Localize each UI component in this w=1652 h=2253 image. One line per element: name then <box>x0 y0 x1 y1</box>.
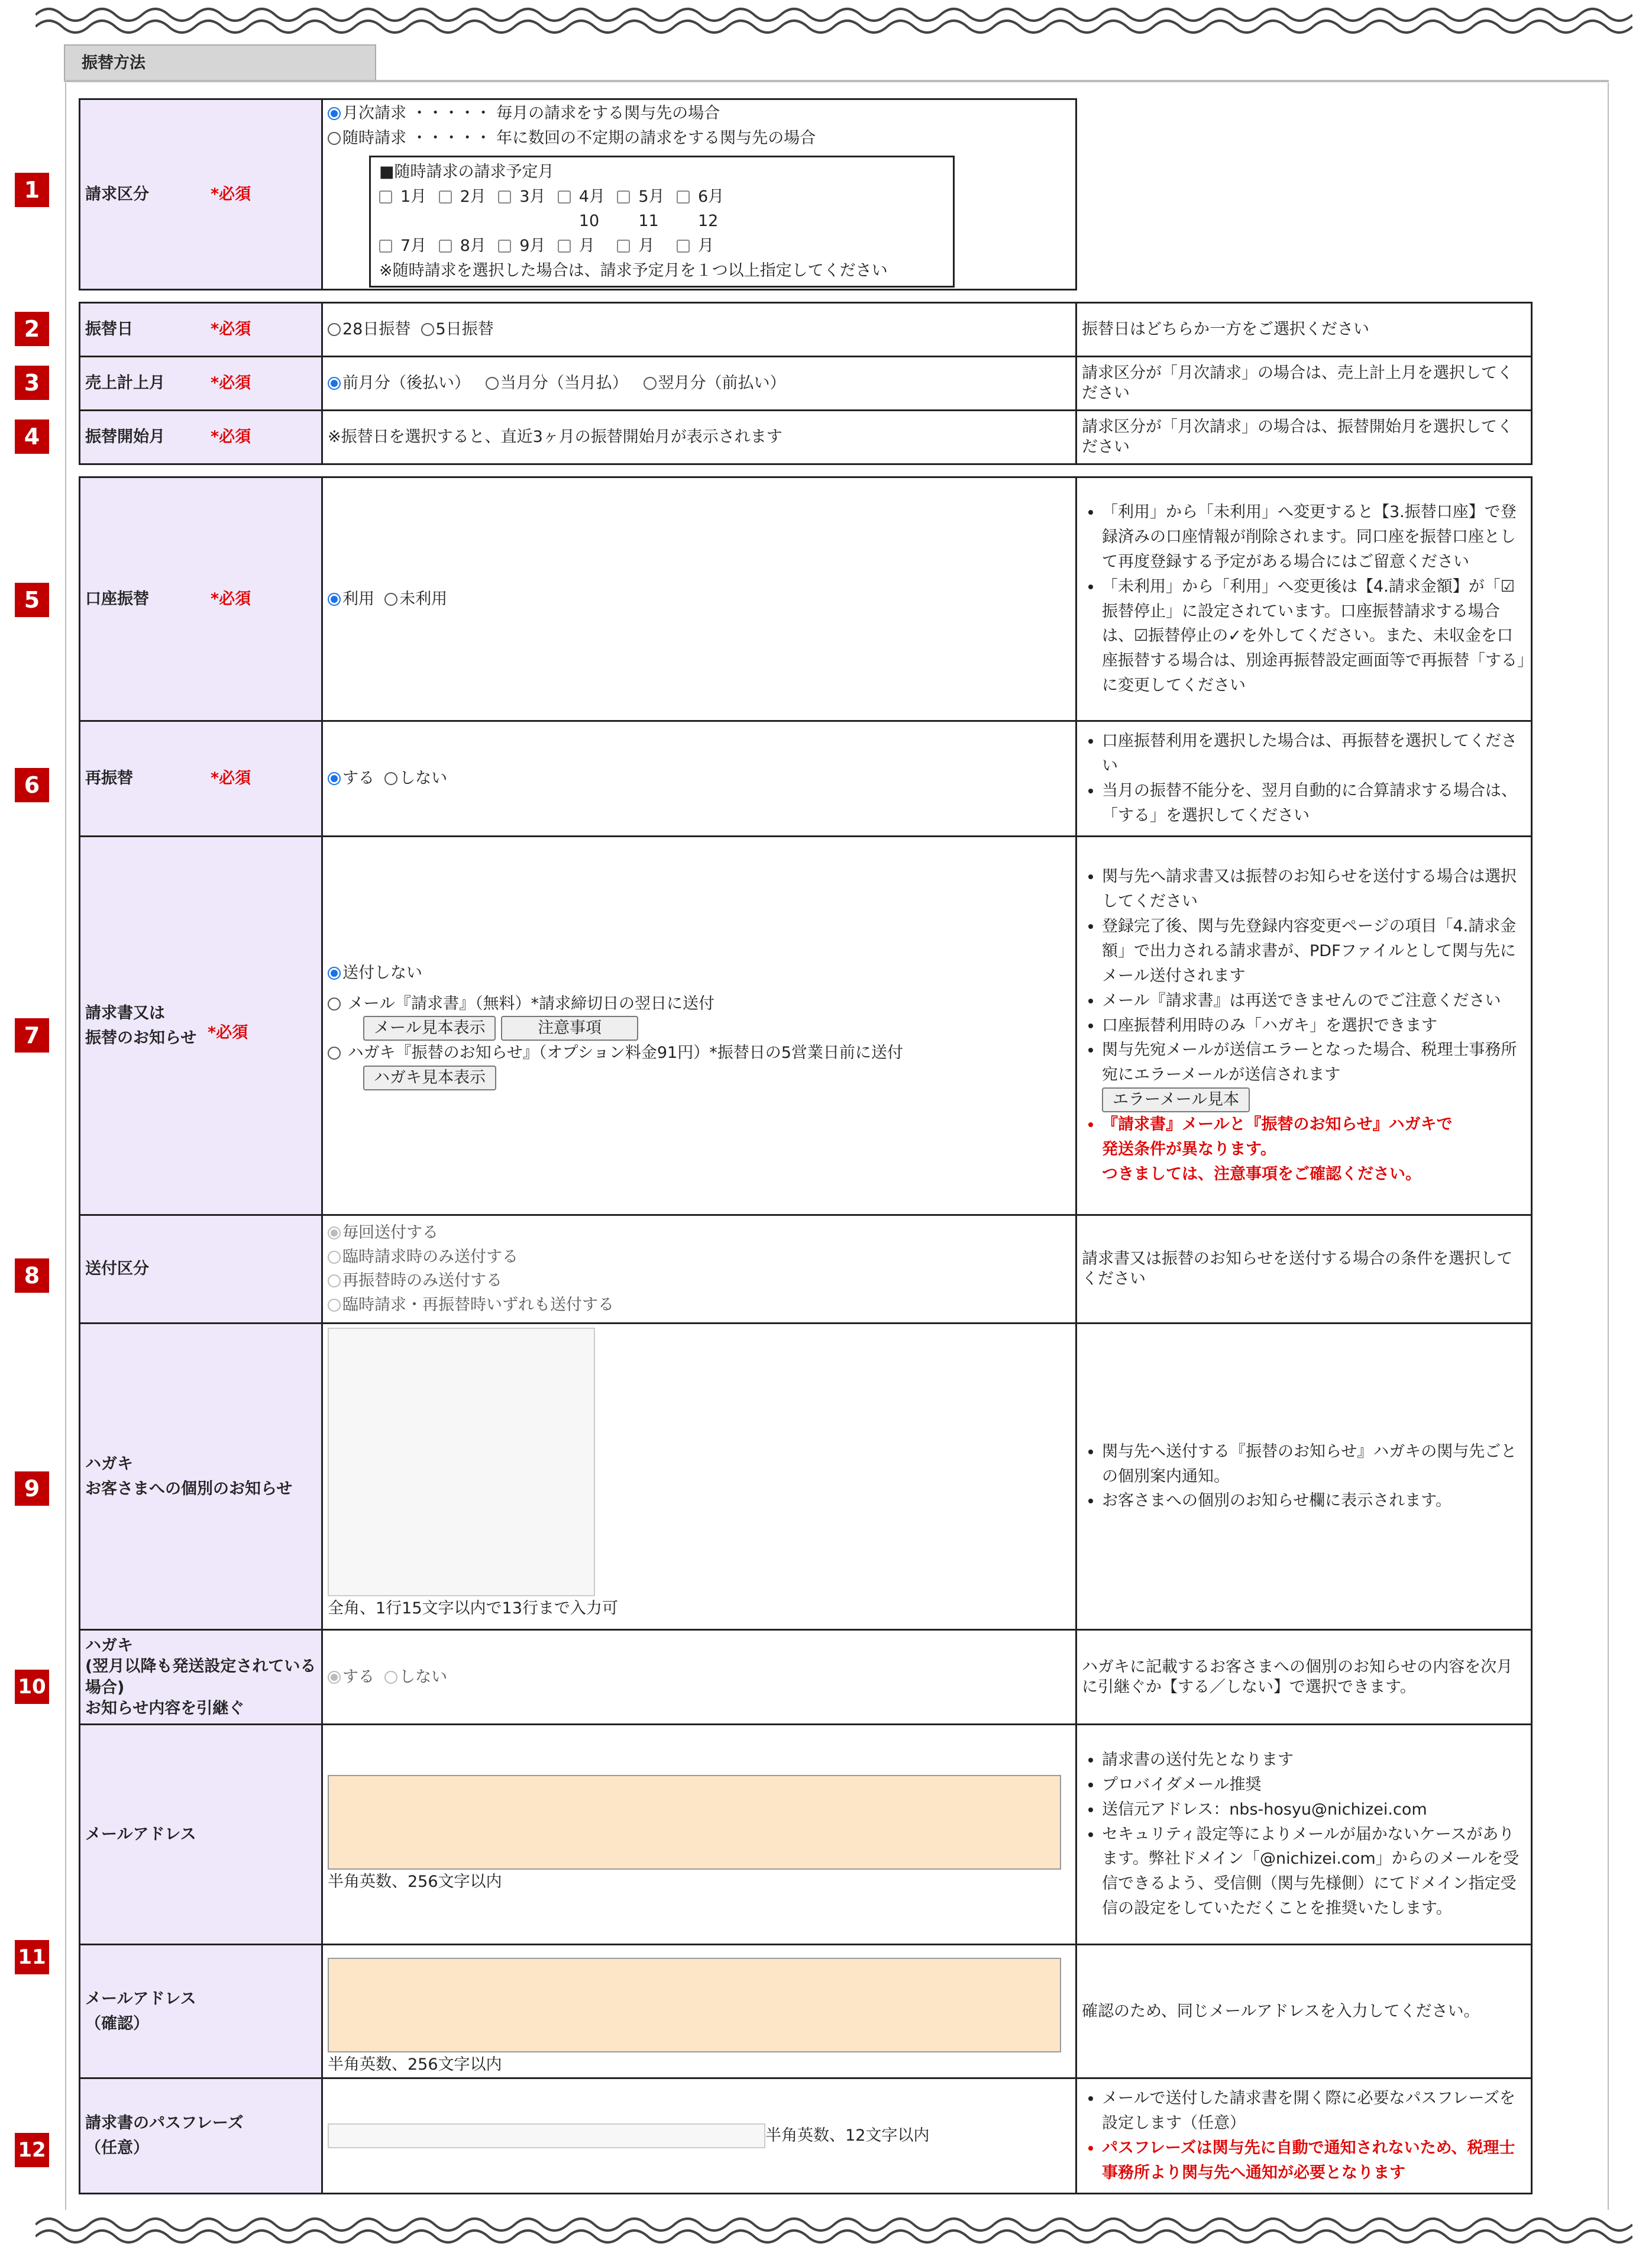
sales-month-label: 売上計上月 *必須 <box>80 357 322 411</box>
postcard-sample-button[interactable]: ハガキ見本表示 <box>363 1066 496 1090</box>
radio-5th[interactable]: 5日振替 <box>421 320 494 338</box>
checkbox-month-11[interactable]: 11月 <box>617 237 671 255</box>
checkbox-month-7[interactable]: 7月 <box>379 237 434 255</box>
checkbox-month-3[interactable]: 3月 <box>498 188 552 206</box>
row-number-10: 10 <box>15 1670 49 1704</box>
send-condition-note: 請求書又は振替のお知らせを送付する場合の条件を選択してください <box>1076 1215 1532 1324</box>
email-confirm-input[interactable] <box>328 1958 1061 2052</box>
radio-next-month[interactable]: 翌月分（前払い） <box>644 374 786 392</box>
left-border-line <box>65 83 66 2210</box>
row-number-1: 1 <box>15 173 49 207</box>
transfer-date-note: 振替日はどちらか一方をご選択ください <box>1076 303 1532 357</box>
invoice-notice-notes: • 関与先へ請求書又は振替のお知らせを送付する場合は選択してください • 登録完了後、関与先登録内容変更ページの項目「4.請求金額」で出力される請求書が、PDFファイルとして関与先にメール送付されます • メール『請求書』は再送できませんのでご注意ください • 口座振替利用時のみ「ハガキ」を選択できます • 関与先宛メールが送信エラーとなった場合、税理士事務所宛にエラーメールが送信されます エラーメール見本 • 『請求書』メールと『振替のお知らせ』ハガキで 発送条件が異なります。 つきましては、注意事項をご確認ください。 <box>1076 837 1532 1215</box>
checkbox-month-5[interactable]: 5月 <box>617 188 671 206</box>
checkbox-month-12[interactable]: 12月 <box>677 237 731 255</box>
transfer-date-label: 振替日 *必須 <box>80 303 322 357</box>
checkbox-month-1[interactable]: 1月 <box>379 188 434 206</box>
transfer-date-table <box>79 302 1533 465</box>
bottom-wave-edge <box>35 2210 1632 2251</box>
radio-send-retransfer[interactable]: 再振替時のみ送付する <box>328 1269 1071 1293</box>
radio-28th[interactable]: 28日振替 <box>328 320 410 338</box>
passphrase-label: 請求書のパスフレーズ （任意） <box>80 2078 322 2194</box>
carry-over-note: ハガキに記載するお客さまへの個別のお知らせの内容を次月に引継ぐか【する／しない】で選択できます。 <box>1076 1630 1532 1725</box>
section-title: 振替方法 <box>64 44 376 80</box>
row-number-3: 3 <box>15 366 49 400</box>
passphrase-notes: • メールで送付した請求書を開く際に必要なパスフレーズを設定します（任意） • パスフレーズは関与先に自動で通知されないため、税理士事務所より関与先へ通知が必要となります <box>1076 2078 1532 2194</box>
postcard-message-label: ハガキ お客さまへの個別のお知らせ <box>80 1324 322 1630</box>
radio-send-adhoc[interactable]: 臨時請求時のみ送付する <box>328 1245 1071 1270</box>
row-number-9: 9 <box>15 1471 49 1506</box>
email-input[interactable] <box>328 1775 1061 1870</box>
row-number-5: 5 <box>15 583 49 617</box>
radio-previous-month[interactable]: 前月分（後払い） <box>328 374 470 392</box>
radio-retransfer-yes[interactable]: する <box>328 769 374 787</box>
radio-send-every-time[interactable]: 毎回送付する <box>328 1221 1071 1245</box>
account-transfer-notes: • 「利用」から「未利用」へ変更すると【3.振替口座】で登録済みの口座情報が削除されます。同口座を振替口座として再度登録する予定がある場合にはご留意ください • 「未利用」から「利用」へ変更後は【4.請求金額】が「☑振替停止」に設定されています。口座振替請求する場合は、☑振替停止の✓を外してください。また、未収金を口座振替する場合は、別途再振替設定画面等で再振替「する」に変更してください <box>1076 477 1532 721</box>
row-number-4: 4 <box>15 419 49 454</box>
checkbox-month-8[interactable]: 8月 <box>439 237 493 255</box>
radio-carry-no[interactable]: しない <box>384 1668 447 1686</box>
invoice-warning: • 『請求書』メールと『振替のお知らせ』ハガキで 発送条件が異なります。 つきましては、注意事項をご確認ください。 <box>1082 1112 1526 1187</box>
send-condition-label: 送付区分 <box>80 1215 322 1324</box>
mail-sample-button[interactable]: メール見本表示 <box>363 1016 496 1041</box>
checkbox-month-6[interactable]: 6月 <box>677 188 731 206</box>
row-number-11: 11 <box>15 1940 49 1974</box>
email-hint: 半角英数、256文字以内 <box>328 1872 502 1891</box>
sales-month-note: 請求区分が「月次請求」の場合は、売上計上月を選択してください <box>1076 357 1532 411</box>
radio-monthly-billing[interactable]: 月次請求 ・・・・・ 毎月の請求をする関与先の場合 <box>328 101 1071 126</box>
adhoc-months-box: ■随時請求の請求予定月 1月 2月 3月 4月 5月 6月 7月 8月 9月 10月 11月 12月 ※随時請求を選択した場合は、請求予定月を１つ以上指定してください <box>369 156 955 288</box>
radio-send-both[interactable]: 臨時請求・再振替時いずれも送付する <box>328 1293 1071 1318</box>
month-checkboxes-row1 <box>379 185 945 209</box>
radio-retransfer-no[interactable]: しない <box>384 769 447 787</box>
checkbox-month-4[interactable]: 4月 <box>558 188 612 206</box>
radio-use[interactable]: 利用 <box>328 590 374 608</box>
retransfer-notes: • 口座振替利用を選択した場合は、再振替を選択してください • 当月の振替不能分を、翌月自動的に合算請求する場合は、「する」を選択してください <box>1076 721 1532 837</box>
carry-over-label: ハガキ (翌月以降も発送設定されている場合) お知らせ内容を引継ぐ <box>80 1630 322 1725</box>
postcard-message-notes: • 関与先へ送付する『振替のお知らせ』ハガキの関与先ごとの個別案内通知。 • お客さまへの個別のお知らせ欄に表示されます。 <box>1076 1324 1532 1630</box>
checkbox-month-2[interactable]: 2月 <box>439 188 493 206</box>
postcard-message-hint: 全角、1行15文字以内で13行まで入力可 <box>328 1599 618 1618</box>
row-number-6: 6 <box>15 768 49 802</box>
radio-postcard[interactable]: ハガキ『振替のお知らせ』（オプション料金91円）*振替日の5営業日前に送付 <box>328 1041 1071 1066</box>
invoice-notice-label: 請求書又は 振替のお知らせ *必須 <box>80 837 322 1215</box>
email-confirm-hint: 半角英数、256文字以内 <box>328 2055 502 2074</box>
row-number-8: 8 <box>15 1258 49 1293</box>
retransfer-label: 再振替 *必須 <box>80 721 322 837</box>
error-mail-sample-button[interactable]: エラーメール見本 <box>1102 1087 1250 1112</box>
account-transfer-label: 口座振替 *必須 <box>80 477 322 721</box>
main-settings-table <box>79 476 1533 2194</box>
email-confirm-label: メールアドレス （確認） <box>80 1945 322 2078</box>
row-number-12: 12 <box>15 2133 49 2167</box>
radio-no-send[interactable]: 送付しない <box>328 961 1071 986</box>
passphrase-hint: 半角英数、12文字以内 <box>765 2126 930 2145</box>
start-month-placeholder: ※振替日を選択すると、直近3ヶ月の振替開始月が表示されます <box>322 411 1076 464</box>
caution-button[interactable]: 注意事項 <box>501 1016 638 1041</box>
email-confirm-note: 確認のため、同じメールアドレスを入力してください。 <box>1076 1945 1532 2078</box>
start-month-label: 振替開始月 *必須 <box>80 411 322 464</box>
adhoc-months-note: ※随時請求を選択した場合は、請求予定月を１つ以上指定してください <box>379 262 888 280</box>
month-checkboxes-row2 <box>379 209 945 259</box>
radio-not-use[interactable]: 未利用 <box>384 590 447 608</box>
start-month-note: 請求区分が「月次請求」の場合は、振替開始月を選択してください <box>1076 411 1532 464</box>
billing-type-table <box>79 98 1077 290</box>
radio-email-invoice[interactable]: メール『請求書』（無料）*請求締切日の翌日に送付 <box>328 992 1071 1016</box>
email-label: メールアドレス <box>80 1725 322 1945</box>
right-border-line <box>1608 83 1609 2210</box>
radio-carry-yes[interactable]: する <box>328 1668 374 1686</box>
checkbox-month-9[interactable]: 9月 <box>498 237 552 255</box>
radio-adhoc-billing[interactable]: 随時請求 ・・・・・ 年に数回の不定期の請求をする関与先の場合 <box>328 126 1071 151</box>
section-divider <box>64 80 1609 82</box>
billing-type-label: 請求区分 *必須 <box>80 99 322 290</box>
passphrase-input[interactable] <box>328 2123 765 2148</box>
radio-current-month[interactable]: 当月分（当月払） <box>486 374 628 392</box>
checkbox-month-10[interactable]: 10月 <box>558 237 612 255</box>
row-number-7: 7 <box>15 1018 49 1053</box>
postcard-message-textarea[interactable] <box>328 1328 595 1596</box>
row-number-2: 2 <box>15 312 49 346</box>
top-wave-edge <box>35 0 1632 41</box>
email-notes: • 請求書の送付先となります • プロバイダメール推奨 • 送信元アドレス：nbs-hosyu@nichizei.com • セキュリティ設定等によりメールが届かないケースがあります。弊社ドメイン「@nichizei.com」からのメールを受信できるよう、受信側（関与先様側）にてドメイン指定受信の設定をしていただくことを推奨いたします。 <box>1076 1725 1532 1945</box>
